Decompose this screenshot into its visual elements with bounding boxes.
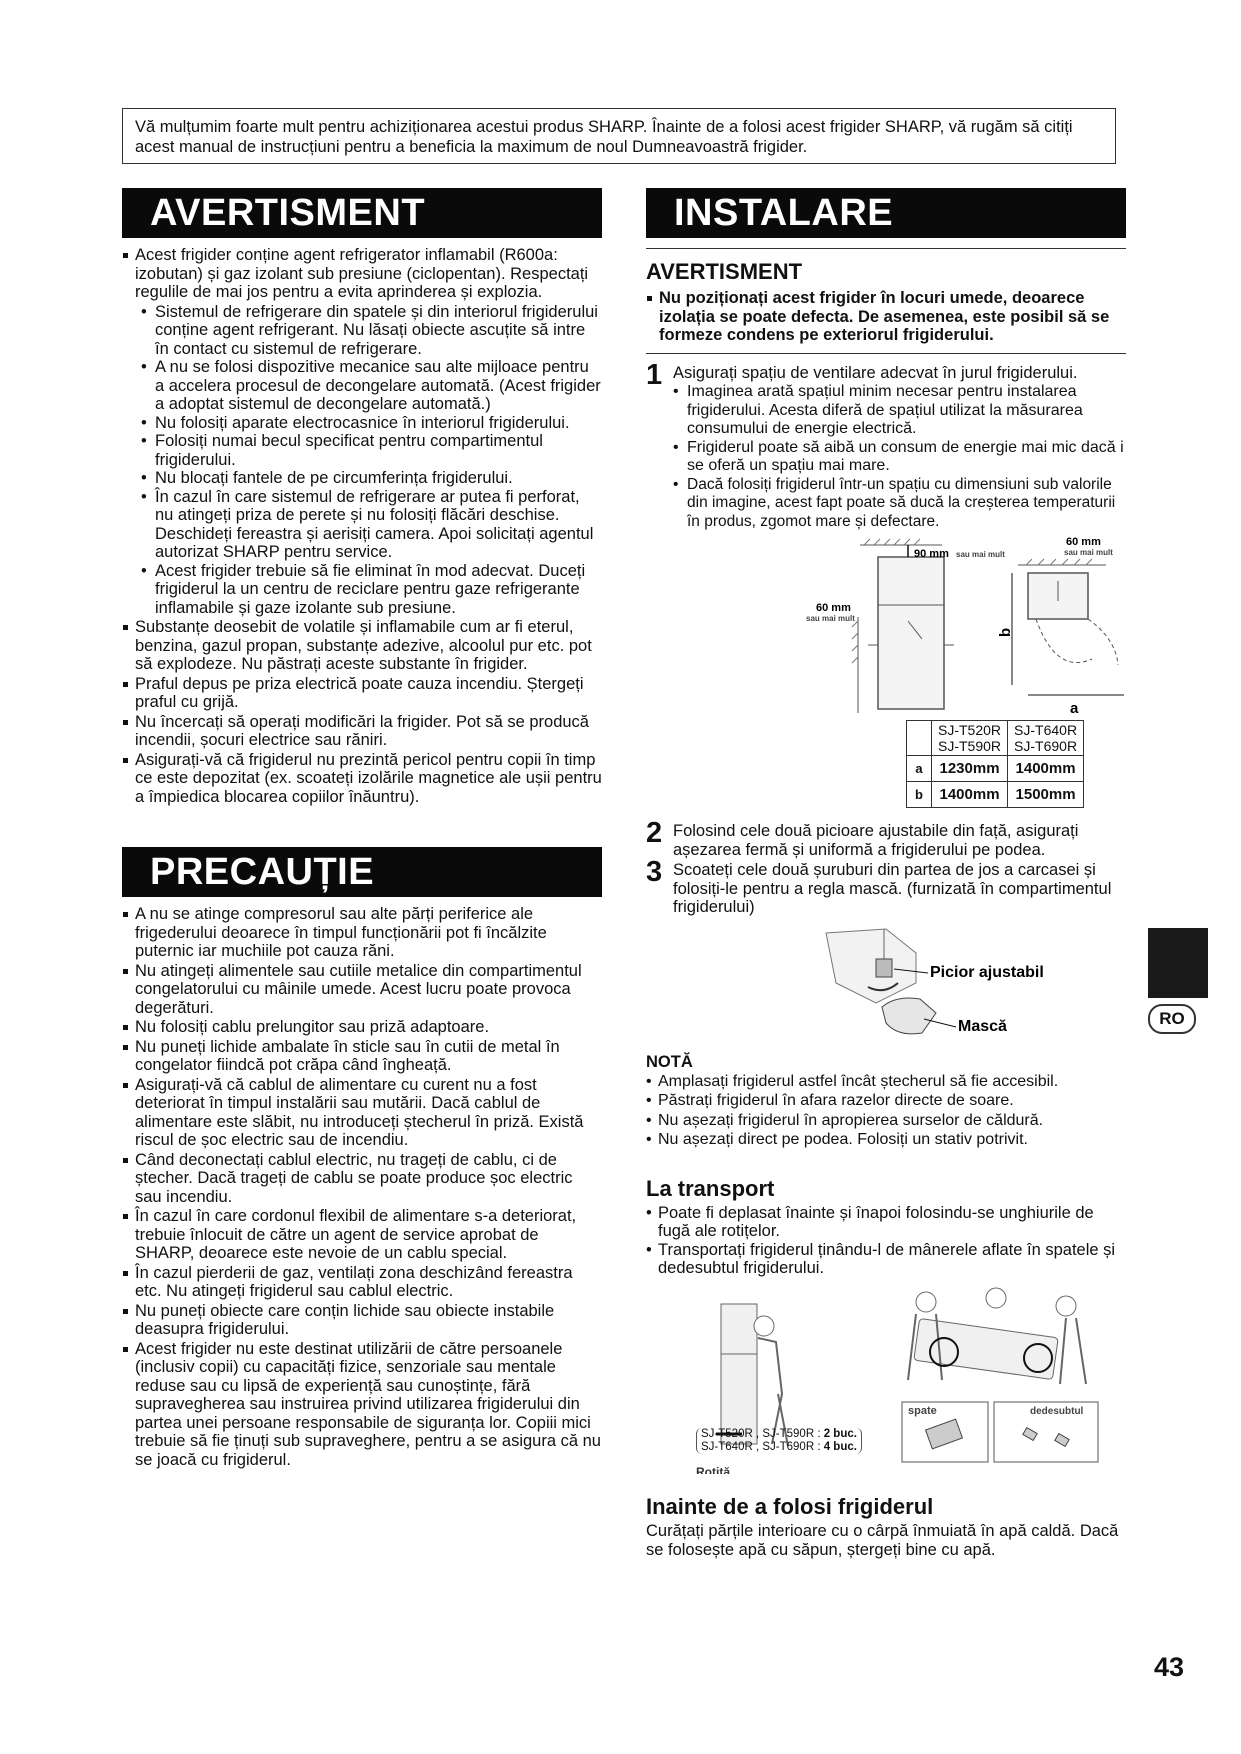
foot-illustration (646, 923, 1126, 1053)
list-item: Praful depus pe priza electrică poate cauza incendiu. Ștergeți praful cu grijă. (122, 675, 602, 712)
side-tab (1148, 928, 1208, 998)
top-gap-note: sau mai mult (956, 550, 1005, 559)
list-item: • Poate fi deplasat înainte și înapoi folosindu-se unghiurile de fugă ale rotițelor. (646, 1204, 1126, 1241)
list-item: Nu atingeți alimentele sau cutiile metalice din compartimentul congelatorului cu mâinile umede. Acest lucru poate provoca degerături. (122, 962, 602, 1018)
top-gap-label: 90 mm (914, 548, 949, 560)
list-item: • Nu blocați fantele de pe circumferința frigiderului. (141, 469, 602, 488)
avertisment-list (122, 246, 602, 806)
transport-list (646, 1204, 1126, 1278)
right-column (646, 188, 1126, 1560)
list-item: Nu poziționați acest frigider în locuri umede, deoarece izolația se poate defecta. De asemenea, este posibil să se formeze condens pe exteriorul frigiderului. (646, 289, 1126, 345)
list-item: Acest frigider conține agent refrigerator inflamabil (R600a: izobutan) și gaz izolant sub presiune (ciclopentan). Respectați regulile de mai jos pentru a evita aprinderea și explozia. • Sistemul de refrigerare din spatele și din interiorul frigiderului conține agent refrigerant. Nu lăsați obiecte ascuțite să intre în contact cu sistemul de refrigerare. • A nu se folosi dispozitive mecanice sau alte mijloace pentru a accelera procesul de decongelare automată. (Acest frigider a adoptat sistemul de decongelare automată.) • Nu folosiți aparate electrocasnice în interiorul frigiderului. • Folosiți numai becul specificat pentru compartimentul frigiderului. • Nu blocați fantele de pe circumferința frigiderului. • În cazul în care sistemul de refrigerare ar putea fi perforat, nu atingeți priza de perete și nu folosiți flăcări deschise. Deschideți fereastra și aerisiți camera. Apoi solicitați agentul autorizat SHARP pentru service. • Acest frigider trebuie să fie eliminat în mod adecvat. Duceți frigiderul la un centru de reciclare pentru gaze refrigerante inflamabile și gaze izolante sub presiune. (122, 246, 602, 617)
before-use-text: Curățați părțile interioare cu o cârpă înmuiată în apă caldă. Dacă se folosește apă cu săpun, ștergeți bine cu apă. (646, 1521, 1119, 1559)
precautie-banner: PRECAUȚIE (122, 847, 602, 897)
list-item: • Folosiți numai becul specificat pentru compartimentul frigiderului. (141, 432, 602, 469)
language-badge: RO (1148, 1004, 1196, 1034)
list-item: • Frigiderul poate să aibă un consum de energie mai mic dacă i se oferă un spațiu mai mare. (673, 439, 1126, 476)
dedesubtul-label: dedesubtul (1030, 1405, 1084, 1417)
list-item: A nu se atinge compresorul sau alte părți periferice ale frigederului deoarece în timpul funcționării pot fi încălzite puternic iar muchiile pot cauza răni. (122, 905, 602, 961)
list-item: • În cazul în care sistemul de refrigerare ar putea fi perforat, nu atingeți priza de perete și nu folosiți flăcări deschise. Deschideți fereastra și aerisiți camera. Apoi solicitați agentul autorizat SHARP pentru service. (141, 488, 602, 562)
foot-label: Picior ajustabil (930, 963, 1044, 981)
list-item: Când deconectați cablul electric, nu trageți de cablu, ci de ștecher. Dacă trageți de cablu se poate produce șoc electric sau incendiu. (122, 1151, 602, 1207)
list-item: În cazul pierderii de gaz, ventilați zona deschizând fereastra etc. Nu atingeți frigiderul sau cablul electric. (122, 1264, 602, 1301)
table-row: a 1230mm 1400mm (907, 756, 1084, 782)
list-item: • Amplasați frigiderul astfel încât ștecherul să fie accesibil. (646, 1072, 1126, 1092)
table-header: SJ-T640R SJ-T690R (1008, 721, 1084, 756)
list-item: • Sistemul de refrigerare din spatele și din interiorul frigiderului conține agent refrigerant. Nu lăsați obiecte ascuțite să intre în contact cu sistemul de refrigerare. (141, 303, 602, 359)
step-2: 2 Folosind cele două picioare ajustabile din față, asigurați așezarea fermă și uniformă a frigiderului pe podea. (646, 817, 1079, 859)
right-gap-note: sau mai mult (1064, 548, 1113, 557)
instalare-banner: INSTALARE (646, 188, 1126, 238)
list-item: • Dacă folosiți frigiderul într-un spațiu cu dimensiuni sub valorile din imagine, acest fapt poate să ducă la creșterea temperaturii în produs, zgomot mare și defectare. (673, 476, 1126, 532)
label-a: a (1070, 700, 1079, 717)
foot-illustration-svg (646, 923, 1126, 1053)
nota-title: NOTĂ (646, 1052, 693, 1071)
step-1: 1 Asigurați spațiu de ventilare adecvat în jurul frigiderului. • Imaginea arată spațiul minim necesar pentru instalarea frigiderului. Acesta diferă de spațiul utilizat la măsurarea consumului de energie electrică. • Frigiderul poate să aibă un consum de energie mai mic dacă i se oferă un spațiu mai mare. • Dacă folosiți frigiderul într-un spațiu cu dimensiuni sub valorile din imagine, acest fapt poate să ducă la creșterea temperaturii în produs, zgomot mare și defectare. (646, 364, 1126, 532)
side-gap-note: sau mai mult (806, 614, 855, 623)
dimensions-table (906, 720, 1084, 808)
step-1-notes (673, 383, 1126, 531)
list-item: • Transportați frigiderul ținându-l de mânerele aflate în spatele și dedesubtul frigiderului. (646, 1241, 1126, 1278)
caster-count-box: SJ-T520R , SJ-T590R : 2 buc. SJ-T640R , SJ-T690R : 4 buc. (696, 1428, 862, 1454)
list-item: Nu folosiți cablu prelungitor sau priză adaptoare. (122, 1018, 602, 1037)
transport-title: La transport (646, 1175, 775, 1201)
list-item: Acest frigider nu este destinat utilizării de către persoanele (inclusiv copii) cu capacități fizice, senzoriale sau mentale reduse sau cu lipsă de experiență sau cunoștințe, fără supravegherea sau instruirea privind utilizarea frigiderului din partea unei persoane responsabile de siguranța lor. Copiii mici trebuie să fie ținuți sub supraveghere, pentru a se asigura că nu se joacă cu frigiderul. (122, 1340, 602, 1470)
list-item: • Nu așezați direct pe podea. Folosiți un stativ potrivit. (646, 1130, 1126, 1150)
list-item: Nu puneți lichide ambalate în sticle sau în cutii de metal în congelator fiindcă pot crăpa când îngheață. (122, 1038, 602, 1075)
list-item: Nu puneți obiecte care conțin lichide sau obiecte instabile deasupra frigiderului. (122, 1302, 602, 1339)
mask-label: Mască (958, 1017, 1007, 1035)
spate-label: spate (908, 1404, 937, 1417)
list-item: • Acest frigider trebuie să fie eliminat în mod adecvat. Duceți frigiderul la un centru de reciclare pentru gaze refrigerante inflamabile și gaze izolante sub presiune. (141, 562, 602, 618)
label-b: b (997, 627, 1014, 637)
nota-list (646, 1072, 1126, 1150)
left-column (122, 188, 602, 1470)
instalare-warning-title: AVERTISMENT (646, 259, 803, 284)
right-gap-label: 60 mm (1066, 536, 1101, 548)
avertisment-banner: AVERTISMENT (122, 188, 602, 238)
list-item: Asigurați-vă că cablul de alimentare cu curent nu a fost deteriorat în timpul instalării sau mutării. Dacă cablul de alimentare este slăbit, nu introduceți ștecherul în priză. Există riscul de șoc electric sau de incendiu. (122, 1076, 602, 1150)
precautie-list (122, 905, 602, 1469)
table-header: SJ-T520R SJ-T590R (932, 721, 1008, 756)
before-use-title: Inainte de a folosi frigiderul (646, 1493, 934, 1519)
list-item: În cazul în care cordonul flexibil de alimentare s-a deteriorat, trebuie înlocuit de către un agent de service aprobat de SHARP, deoarece este nevoie de un cablu special. (122, 1207, 602, 1263)
step-3: 3 Scoateți cele două șuruburi din partea de jos a carcasei și folosiți-le pentru a regla mască. (furnizată în compartimentul frigiderului) (646, 856, 1112, 916)
list-item: Substanțe deosebit de volatile și inflamabile cum ar fi eterul, benzina, gazul propan, substanțe adezive, alcoolul pur etc. pot să explodeze. Nu păstrați aceste substante în frigider. (122, 618, 602, 674)
step-number: 3 (646, 856, 663, 888)
instalare-warning-list (646, 289, 1126, 345)
list-item: Nu încercați să operați modificări la frigider. Pot să se producă incendii, șocuri electrice sau răniri. (122, 713, 602, 750)
list-item: • A nu se folosi dispozitive mecanice sau alte mijloace pentru a accelera procesul de decongelare automată. (Acest frigider a adoptat sistemul de decongelare automată.) (141, 358, 602, 414)
list-item: Asigurați-vă că frigiderul nu prezintă pericol pentru copii în timp ce este depozitat (ex. scoateți izolările magnetice ale ușii pentru a împiedica blocarea copiilor înăuntru). (122, 751, 602, 807)
list-item: • Păstrați frigiderul în afara razelor directe de soare. (646, 1091, 1126, 1111)
table-row: b 1400mm 1500mm (907, 782, 1084, 808)
step-number: 2 (646, 817, 663, 849)
list-item: • Nu folosiți aparate electrocasnice în interiorul frigiderului. (141, 414, 602, 433)
clearance-diagram (646, 535, 1126, 720)
step-number: 1 (646, 358, 663, 391)
side-gap-label: 60 mm (816, 602, 851, 614)
avertisment-sublist (135, 303, 602, 618)
rotita-label: Rotiță (696, 1464, 730, 1474)
intro-box: Vă mulțumim foarte mult pentru achiziționarea acestui produs SHARP. Înainte de a folosi acest frigider SHARP, vă rugăm să citiți acest manual de instrucțiuni pentru a beneficia la maximum de noul Dumneavoastră frigider. (122, 108, 1116, 164)
list-item: • Nu așezați frigiderul în apropierea surselor de căldură. (646, 1111, 1126, 1131)
transport-illustration (646, 1284, 1126, 1474)
page-number: 43 (1154, 1652, 1185, 1682)
list-item: • Imaginea arată spațiul minim necesar pentru instalarea frigiderului. Acesta diferă de spațiul utilizat la măsurarea consumului de energie electrică. (673, 383, 1126, 439)
clearance-diagram-svg (646, 535, 1126, 720)
